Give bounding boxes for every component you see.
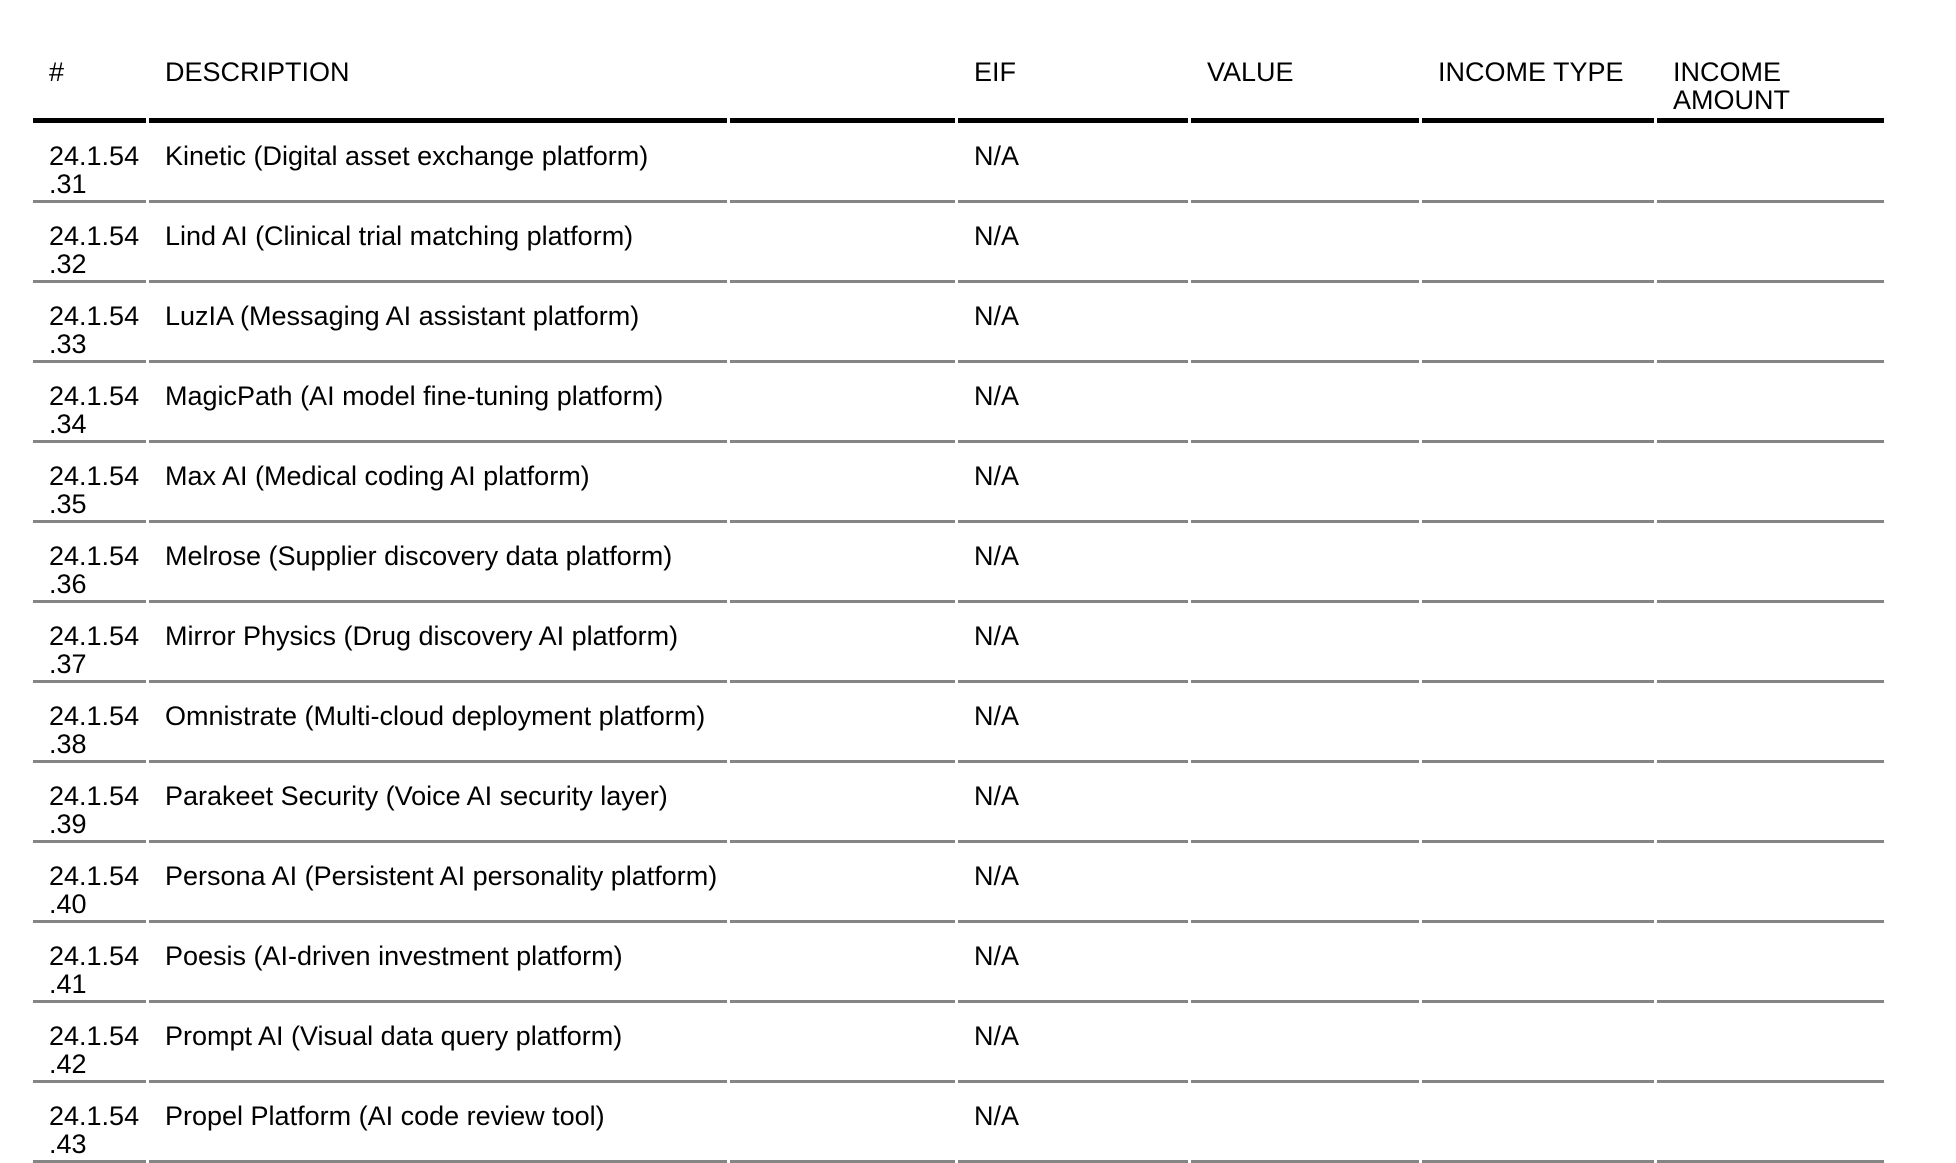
row-number-cell: [33, 443, 146, 523]
row-number-line2: .40: [49, 889, 87, 919]
row-spacer-cell: [730, 123, 955, 203]
row-number-line1: 24.1.54: [49, 1101, 140, 1131]
row-eif-cell: N/A: [958, 523, 1188, 603]
row-number-line2: .42: [49, 1049, 87, 1079]
row-description-cell: MagicPath (AI model fine-tuning platform): [149, 363, 727, 443]
row-eif-cell: N/A: [958, 923, 1188, 1003]
table-body: [33, 123, 1884, 1163]
row-number-line1: 24.1.54: [49, 221, 140, 251]
row-number-cell: [33, 363, 146, 443]
row-number-line1: 24.1.54: [49, 701, 140, 731]
row-description-cell: Mirror Physics (Drug discovery AI platform): [149, 603, 727, 683]
row-income-type-cell: [1422, 523, 1654, 603]
assets-income-table: [30, 58, 1887, 1163]
row-number-line1: 24.1.54: [49, 781, 140, 811]
row-income-amount-cell: [1657, 683, 1884, 763]
table-row: [33, 363, 1884, 443]
row-eif-cell: N/A: [958, 1083, 1188, 1163]
row-spacer-cell: [730, 923, 955, 1003]
row-income-amount-cell: [1657, 123, 1884, 203]
row-number-line1: 24.1.54: [49, 141, 140, 171]
row-number-line2: .34: [49, 409, 87, 439]
row-value-cell: [1191, 683, 1419, 763]
row-number-line2: .33: [49, 329, 87, 359]
row-number-line1: 24.1.54: [49, 541, 140, 571]
row-number-line1: 24.1.54: [49, 941, 140, 971]
row-income-type-cell: [1422, 443, 1654, 523]
row-number-cell: [33, 1083, 146, 1163]
table-row: [33, 1003, 1884, 1083]
row-description-cell: Kinetic (Digital asset exchange platform): [149, 123, 727, 203]
row-value-cell: [1191, 203, 1419, 283]
row-income-type-cell: [1422, 1003, 1654, 1083]
row-value-cell: [1191, 363, 1419, 443]
row-income-amount-cell: [1657, 603, 1884, 683]
row-number-cell: [33, 283, 146, 363]
row-income-amount-cell: [1657, 523, 1884, 603]
row-income-type-cell: [1422, 123, 1654, 203]
row-number-line2: .37: [49, 649, 87, 679]
row-number-line1: 24.1.54: [49, 461, 140, 491]
header-income-amount: INCOME AMOUNT: [1657, 58, 1884, 123]
row-description-cell: Max AI (Medical coding AI platform): [149, 443, 727, 523]
row-description-cell: Poesis (AI-driven investment platform): [149, 923, 727, 1003]
row-eif-cell: N/A: [958, 283, 1188, 363]
row-number-cell: [33, 123, 146, 203]
row-number-line2: .35: [49, 489, 87, 519]
row-income-type-cell: [1422, 1083, 1654, 1163]
row-number-line2: .36: [49, 569, 87, 599]
row-description-cell: Lind AI (Clinical trial matching platform): [149, 203, 727, 283]
header-eif: EIF: [958, 58, 1188, 123]
row-spacer-cell: [730, 1003, 955, 1083]
table-row: [33, 523, 1884, 603]
row-income-type-cell: [1422, 923, 1654, 1003]
row-number-cell: [33, 203, 146, 283]
row-income-amount-cell: [1657, 203, 1884, 283]
row-spacer-cell: [730, 523, 955, 603]
row-value-cell: [1191, 603, 1419, 683]
header-income-type: INCOME TYPE: [1422, 58, 1654, 123]
header-description: DESCRIPTION: [149, 58, 727, 123]
table-header: [33, 58, 1884, 123]
row-income-type-cell: [1422, 683, 1654, 763]
row-description-cell: Melrose (Supplier discovery data platform): [149, 523, 727, 603]
row-income-amount-cell: [1657, 763, 1884, 843]
row-number-line2: .43: [49, 1129, 87, 1159]
row-number-line1: 24.1.54: [49, 381, 140, 411]
row-number-cell: [33, 523, 146, 603]
row-income-amount-cell: [1657, 1083, 1884, 1163]
row-spacer-cell: [730, 1083, 955, 1163]
row-spacer-cell: [730, 843, 955, 923]
row-number-line2: .32: [49, 249, 87, 279]
row-number-line2: .31: [49, 169, 87, 199]
row-spacer-cell: [730, 443, 955, 523]
row-income-type-cell: [1422, 283, 1654, 363]
row-number-line1: 24.1.54: [49, 861, 140, 891]
row-value-cell: [1191, 123, 1419, 203]
table-row: [33, 843, 1884, 923]
row-value-cell: [1191, 523, 1419, 603]
row-description-cell: Prompt AI (Visual data query platform): [149, 1003, 727, 1083]
row-description-cell: Parakeet Security (Voice AI security layer): [149, 763, 727, 843]
row-number-line2: .38: [49, 729, 87, 759]
row-number-cell: [33, 683, 146, 763]
header-number: #: [33, 58, 146, 123]
row-income-amount-cell: [1657, 363, 1884, 443]
row-number-cell: [33, 1003, 146, 1083]
row-eif-cell: N/A: [958, 683, 1188, 763]
row-income-type-cell: [1422, 763, 1654, 843]
row-income-amount-cell: [1657, 1003, 1884, 1083]
table-row: [33, 123, 1884, 203]
row-spacer-cell: [730, 603, 955, 683]
table-row: [33, 443, 1884, 523]
row-income-amount-cell: [1657, 843, 1884, 923]
row-income-amount-cell: [1657, 283, 1884, 363]
table-row: [33, 763, 1884, 843]
row-number-line1: 24.1.54: [49, 621, 140, 651]
row-income-type-cell: [1422, 843, 1654, 923]
row-spacer-cell: [730, 763, 955, 843]
row-spacer-cell: [730, 203, 955, 283]
row-value-cell: [1191, 763, 1419, 843]
row-value-cell: [1191, 443, 1419, 523]
row-income-type-cell: [1422, 363, 1654, 443]
row-income-type-cell: [1422, 603, 1654, 683]
row-value-cell: [1191, 1003, 1419, 1083]
row-income-amount-cell: [1657, 923, 1884, 1003]
row-value-cell: [1191, 283, 1419, 363]
header-value: VALUE: [1191, 58, 1419, 123]
row-number-cell: [33, 923, 146, 1003]
row-description-cell: Omnistrate (Multi-cloud deployment platform): [149, 683, 727, 763]
row-number-line1: 24.1.54: [49, 301, 140, 331]
row-eif-cell: N/A: [958, 123, 1188, 203]
row-eif-cell: N/A: [958, 203, 1188, 283]
row-eif-cell: N/A: [958, 843, 1188, 923]
table-header-row: [33, 58, 1884, 123]
table-row: [33, 203, 1884, 283]
row-spacer-cell: [730, 683, 955, 763]
row-number-cell: [33, 603, 146, 683]
row-spacer-cell: [730, 283, 955, 363]
row-number-cell: [33, 843, 146, 923]
row-eif-cell: N/A: [958, 443, 1188, 523]
table-row: [33, 683, 1884, 763]
row-value-cell: [1191, 843, 1419, 923]
row-number-line2: .41: [49, 969, 87, 999]
row-income-amount-cell: [1657, 443, 1884, 523]
row-eif-cell: N/A: [958, 763, 1188, 843]
row-description-cell: Propel Platform (AI code review tool): [149, 1083, 727, 1163]
header-spacer: [730, 58, 955, 123]
table-row: [33, 1083, 1884, 1163]
table-row: [33, 283, 1884, 363]
row-number-line1: 24.1.54: [49, 1021, 140, 1051]
row-number-line2: .39: [49, 809, 87, 839]
row-value-cell: [1191, 1083, 1419, 1163]
row-number-cell: [33, 763, 146, 843]
row-eif-cell: N/A: [958, 363, 1188, 443]
table-row: [33, 923, 1884, 1003]
row-eif-cell: N/A: [958, 603, 1188, 683]
table-row: [33, 603, 1884, 683]
row-description-cell: Persona AI (Persistent AI personality platform): [149, 843, 727, 923]
row-eif-cell: N/A: [958, 1003, 1188, 1083]
row-value-cell: [1191, 923, 1419, 1003]
row-spacer-cell: [730, 363, 955, 443]
row-income-type-cell: [1422, 203, 1654, 283]
row-description-cell: LuzIA (Messaging AI assistant platform): [149, 283, 727, 363]
